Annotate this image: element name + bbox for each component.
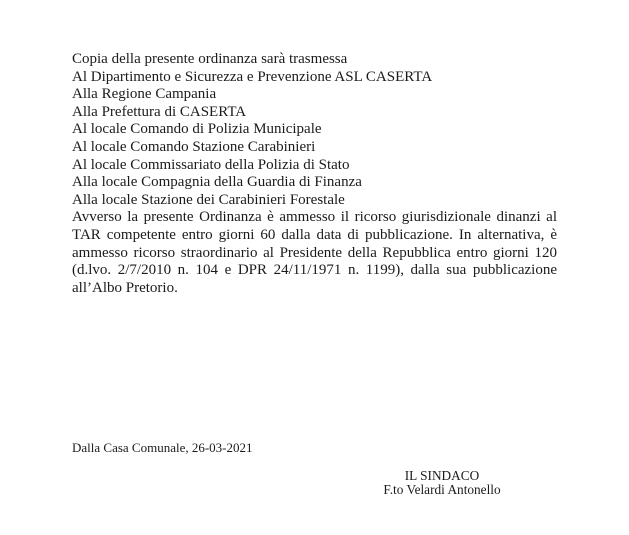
distribution-line: Al locale Comando di Polizia Municipale [72,121,322,138]
distribution-line: Alla locale Compagnia della Guardia di Finanza [72,174,362,191]
distribution-line: Copia della presente ordinanza sarà trasmessa [72,51,348,67]
distribution-line: Al locale Comando Stazione Carabinieri [72,138,316,155]
document-body [72,51,557,297]
appeal-paragraph-line: TAR competente entro giorni 60 dalla data di pubblicazione. In alternativa, è [72,226,557,243]
appeal-paragraph-line: (d.lvo. 2/7/2010 n. 104 e DPR 24/11/1971 n. 1199), dalla sua pubblicazione [72,262,557,279]
signature-name: F.to Velardi Antonello [383,482,501,498]
distribution-line: Alla Regione Campania [72,86,217,103]
appeal-paragraph-line: Avverso la presente Ordinanza è ammesso il ricorso giurisdizionale dinanzi al [72,209,557,226]
appeal-paragraph-line: all’Albo Pretorio. [72,279,178,296]
distribution-line: Alla locale Stazione dei Carabinieri Forestale [72,191,345,208]
distribution-line: Al Dipartimento e Sicurezza e Prevenzione ASL CASERTA [72,68,433,85]
distribution-line: Alla Prefettura di CASERTA [72,103,247,120]
appeal-paragraph-line: ammesso ricorso straordinario al Presidente della Repubblica entro giorni 120 [72,244,557,261]
distribution-line: Al locale Commissariato della Polizia di Stato [72,156,350,173]
dateline: Dalla Casa Comunale, 26-03-2021 [72,440,253,455]
signature-title: IL SINDACO [404,468,480,483]
signature-block [322,469,562,497]
